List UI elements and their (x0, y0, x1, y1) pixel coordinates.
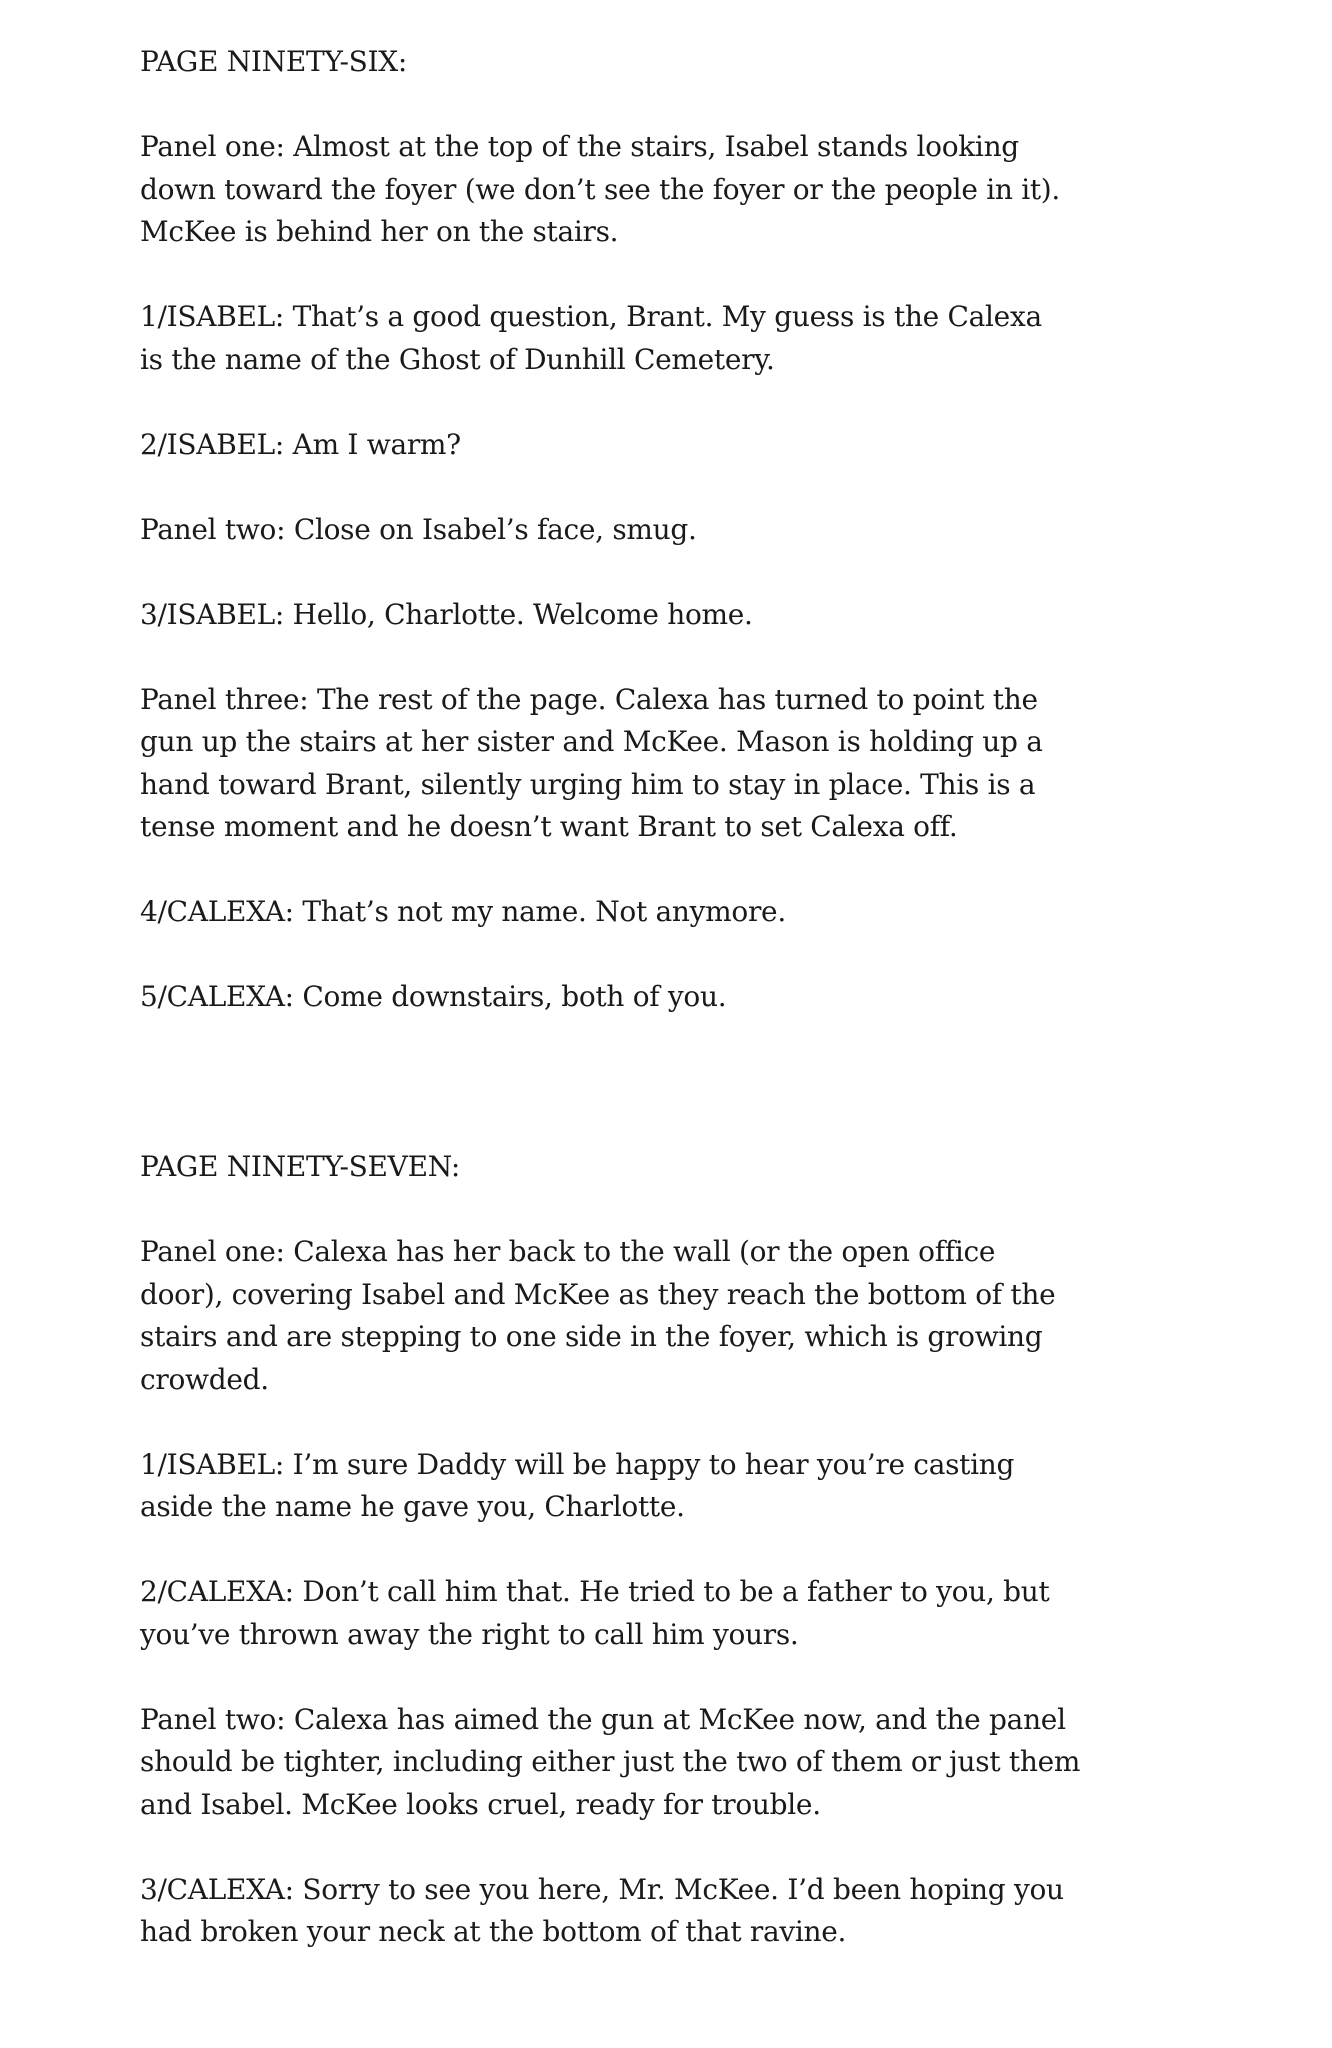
panel-description (140, 679, 1292, 849)
dialogue-line (140, 424, 1292, 467)
text-line: Panel one: Calexa has her back to the wall (or the open office (140, 1235, 996, 1268)
text-line: hand toward Brant, silently urging him to stay in place. This is a (140, 767, 1036, 801)
text-line: door), covering Isabel and McKee as they reach the bottom of the (140, 1277, 1056, 1311)
text-line: down toward the foyer (we don’t see the foyer or the people in it). (140, 172, 1061, 206)
text-line: 4/CALEXA: That’s not my name. Not anymore. (140, 895, 786, 928)
page-heading: PAGE NINETY-SIX: (140, 45, 408, 78)
text-line: 1/ISABEL: That’s a good question, Brant. My guess is the Calexa (140, 300, 1042, 333)
page-section (140, 41, 1292, 1019)
dialogue-line (140, 1444, 1292, 1529)
text-line: 3/ISABEL: Hello, Charlotte. Welcome home. (140, 597, 753, 631)
dialogue-line (140, 976, 1292, 1019)
panel-description (140, 509, 1292, 552)
dialogue-line (140, 296, 1292, 381)
page-heading: PAGE NINETY-SEVEN: (140, 1150, 461, 1183)
text-line: had broken your neck at the bottom of that ravine. (140, 1915, 847, 1948)
text-line: gun up the stairs at her sister and McKee. Mason is holding up a (140, 725, 1043, 758)
text-line: crowded. (140, 1362, 269, 1396)
script-page (140, 41, 1292, 1996)
text-line: Panel three: The rest of the page. Calexa has turned to point the (140, 682, 1038, 716)
text-line: is the name of the Ghost of Dunhill Cemetery. (140, 342, 775, 376)
page-section (140, 1146, 1292, 1954)
text-line: McKee is behind her on the stairs. (140, 215, 619, 248)
panel-description (140, 1699, 1292, 1827)
text-line: Panel two: Calexa has aimed the gun at McKee now, and the panel (140, 1702, 1066, 1736)
text-line: 1/ISABEL: I’m sure Daddy will be happy to hear you’re casting (140, 1447, 1015, 1481)
text-line: tense moment and he doesn’t want Brant to set Calexa off. (140, 810, 958, 843)
dialogue-line (140, 1571, 1292, 1656)
text-line: 5/CALEXA: Come downstairs, both of you. (140, 980, 727, 1013)
text-line: Panel two: Close on Isabel’s face, smug. (140, 512, 697, 546)
text-line: Panel one: Almost at the top of the stairs, Isabel stands looking (140, 130, 1019, 163)
text-line: and Isabel. McKee looks cruel, ready for trouble. (140, 1787, 821, 1821)
text-line: 2/ISABEL: Am I warm? (140, 427, 461, 461)
panel-description (140, 126, 1292, 254)
text-line: stairs and are stepping to one side in the foyer, which is growing (140, 1320, 1043, 1353)
text-line: aside the name he gave you, Charlotte. (140, 1490, 685, 1523)
dialogue-line (140, 594, 1292, 637)
panel-description (140, 1231, 1292, 1401)
dialogue-line (140, 1869, 1292, 1954)
text-line: 3/CALEXA: Sorry to see you here, Mr. McKee. I’d been hoping you (140, 1872, 1064, 1906)
text-line: 2/CALEXA: Don’t call him that. He tried to be a father to you, but (140, 1575, 1050, 1608)
text-line: you’ve thrown away the right to call him yours. (140, 1617, 799, 1651)
text-line: should be tighter, including either just the two of them or just them (140, 1745, 1081, 1778)
dialogue-line (140, 891, 1292, 934)
